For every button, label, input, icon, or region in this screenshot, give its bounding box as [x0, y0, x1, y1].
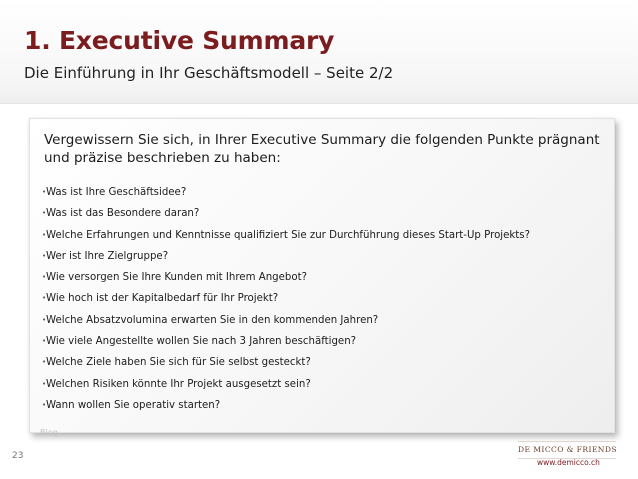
page-number: 23	[12, 451, 24, 461]
list-item: •Wie hoch ist der Kapitalbedarf für Ihr Projekt?	[42, 288, 530, 309]
slide-title: 1. Executive Summary	[24, 26, 335, 55]
bullet-icon: •	[42, 358, 47, 367]
list-item: •Welche Erfahrungen und Kenntnisse qualifiziert Sie zur Durchführung dieses Start-Up Projekts?	[42, 225, 530, 246]
list-item: •Welchen Risiken könnte Ihr Projekt ausgesetzt sein?	[42, 374, 530, 395]
list-item: •Wie viele Angestellte wollen Sie nach 3 Jahren beschäftigen?	[42, 331, 530, 352]
footnote: Blog	[40, 428, 58, 437]
bullet-icon: •	[42, 188, 47, 196]
bullet-icon: •	[42, 273, 47, 282]
bullet-icon: •	[42, 251, 47, 260]
bullet-icon: •	[42, 294, 47, 303]
list-item: •Was ist Ihre Geschäftsidee?	[42, 182, 530, 203]
bullet-icon: •	[42, 400, 47, 409]
bullet-icon: •	[42, 315, 47, 324]
list-item: •Was ist das Besondere daran?	[42, 203, 530, 224]
bullet-icon: •	[42, 209, 47, 218]
slide-subtitle: Die Einführung in Ihr Geschäftsmodell – Seite 2/2	[24, 64, 394, 82]
bullet-icon: •	[42, 337, 47, 346]
intro-text: Vergewissern Sie sich, in Ihrer Executive Summary die folgenden Punkte prägnant und präzise beschrieben zu haben:	[44, 132, 600, 166]
content-panel	[29, 118, 615, 433]
slide-header	[0, 0, 638, 104]
company-logo: DE MICCO & FRIENDS	[518, 441, 616, 459]
list-item: •Wann wollen Sie operativ starten?	[42, 395, 530, 416]
list-item: •Wer ist Ihre Zielgruppe?	[42, 246, 530, 267]
list-item: •Welche Ziele haben Sie sich für Sie selbst gesteckt?	[42, 352, 530, 373]
list-item: •Wie versorgen Sie Ihre Kunden mit Ihrem Angebot?	[42, 267, 530, 288]
bullet-icon: •	[42, 230, 47, 239]
bullet-icon: •	[42, 379, 47, 388]
website-link[interactable]: www.demicco.ch	[537, 458, 600, 467]
list-item: •Welche Absatzvolumina erwarten Sie in den kommenden Jahren?	[42, 310, 530, 331]
checklist	[42, 182, 530, 416]
